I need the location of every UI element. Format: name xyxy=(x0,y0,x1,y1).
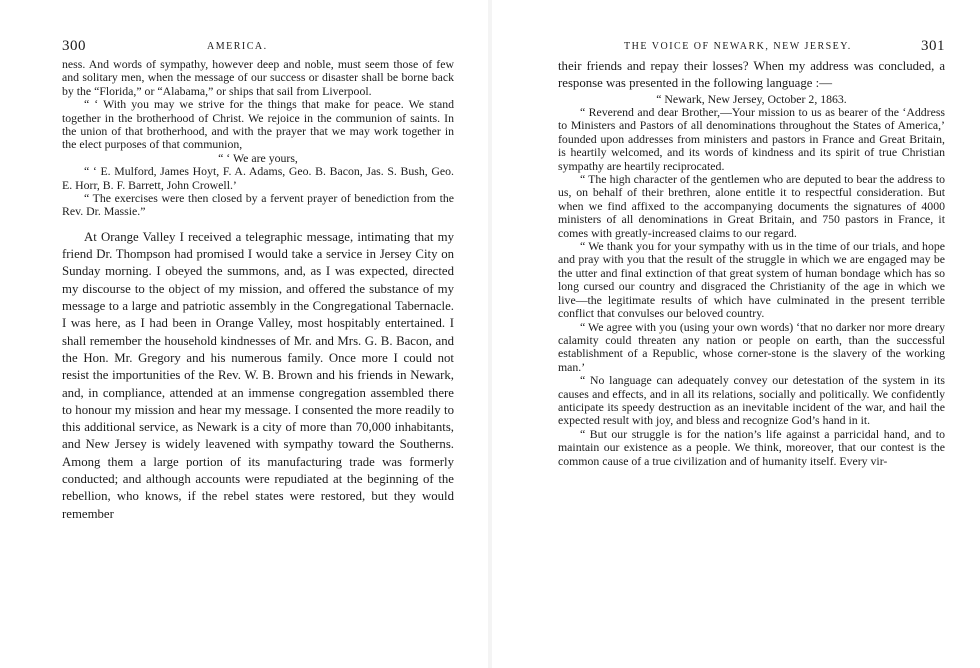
left-page-header xyxy=(62,38,452,56)
right-page-header xyxy=(560,38,945,56)
right-page xyxy=(490,0,980,668)
paragraph: their friends and repay their losses? When my address was concluded, a response was presented in the following language :— xyxy=(558,59,945,91)
paragraph: “ ‘ With you may we strive for the things that make for peace. We stand together in the brotherhood of Christ. We rejoice in the communion of saints. In the union of that brotherhood, and with the prayer that we may work together in the elect purposes of that communion, xyxy=(62,97,454,152)
signatories: “ ‘ E. Mulford, James Hoyt, F. A. Adams, Geo. B. Bacon, Jas. S. Bush, Geo. E. Horr, B. F. Barrett, John Crowell.’ xyxy=(62,164,454,192)
paragraph: “ The exercises were then closed by a fervent prayer of benediction from the Rev. Dr. Massie.” xyxy=(62,191,454,219)
letter-closing: “ ‘ We are yours, xyxy=(218,150,298,165)
paragraph: ness. And words of sympathy, however deep and noble, must seem those of few and solitary men, when the message of our success or disaster shall be borne back by the “Florida,” or “Alabama,” or ships that sail from Liverpool. xyxy=(62,58,454,98)
right-page-body xyxy=(558,58,945,648)
paragraph: “ No language can adequately convey our detestation of the system in its causes and effects, and in all its relations, socially and politically. We confidently anticipate its speedy destruction as an inevitable incident of the war, and hail the expected result with joy, and bless and recognize God’s hand in it. xyxy=(558,373,945,428)
quoted-letter-block xyxy=(62,58,454,219)
narrative-block xyxy=(62,229,454,523)
running-head: AMERICA. xyxy=(207,41,268,52)
paragraph: “ But our struggle is for the nation’s life against a parricidal hand, and to maintain our existence as a people. We think, moreover, that our contest is the common cause of a true civilization and of humanity itself. Every vir- xyxy=(558,426,945,468)
paragraph: “ The high character of the gentlemen who are deputed to bear the address to us, on behalf of their brethren, alone entitle it to respectful consideration. But when we find affixed to the accompanying documents the signatures of 4000 ministers of all denominations in Great Britain, and 750 pastors in France, it comes with greatly-increased claims to our regard. xyxy=(558,172,945,240)
running-head: THE VOICE OF NEWARK, NEW JERSEY. xyxy=(624,41,852,52)
dateline: “ Newark, New Jersey, October 2, 1863. xyxy=(656,91,847,106)
page-number: 300 xyxy=(62,38,86,54)
response-letter-block xyxy=(558,106,945,468)
paragraph: “ We thank you for your sympathy with us in the time of our trials, and hope and pray with you that the result of the struggle in which we are engaged may be the utter and final extinction of that great system of human bondage which has so long cursed our country and disgraced the Christianity of the age in which we live—the legitimate results of which have culminated in the present terrible conflict that convulses our beloved country. xyxy=(558,239,945,321)
paragraph: At Orange Valley I received a telegraphic message, intimating that my friend Dr. Thompson had promised I would take a service in Jersey City on Sunday morning. I obeyed the summons, and, as I was expected, directed my discourse to the object of my mission, and offered the substance of my message to a large and patriotic assembly in the Congregational Tabernacle. I was here, as I had been in Orange Valley, most hospitably entertained. I shall remember the household kindnesses of Mr. and Mrs. G. B. Bacon, and the Hon. Mr. Gregory and his numerous family. Once more I could not resist the importunities of the Rev. W. B. Brown and his friends in Newark, and, in compliance, attended at an immense congregation assembled there to honour my mission and hear my message. I consented the more readily to this additional service, as Newark is a city of more than 70,000 inhabitants, and New Jersey is widely leavened with sympathy toward the Southerns. Among them a large portion of its manufacturing trade was formerly conducted; and although accounts were repudiated at the beginning of the rebellion, who knows, if the rebel states were restored, but they would remember xyxy=(62,229,454,521)
paragraph: “ Reverend and dear Brother,—Your mission to us as bearer of the ‘Address to Ministers and Pastors of all denominations throughout the States of America,’ founded upon addresses from ministers and pastors in France and Great Britain, is heartily welcomed, and its words of kindness and its spirit of true Christian sympathy are heartily reciprocated. xyxy=(558,105,945,173)
narrative-block xyxy=(558,58,945,93)
paragraph: “ We agree with you (using your own words) ‘that no darker nor more dreary calamity could threaten any nation or people on earth, than the successful establishment of a Republic, whose corner-stone is the slavery of the working man.’ xyxy=(558,319,945,374)
page-number: 301 xyxy=(921,38,945,54)
left-page-body xyxy=(62,58,454,648)
